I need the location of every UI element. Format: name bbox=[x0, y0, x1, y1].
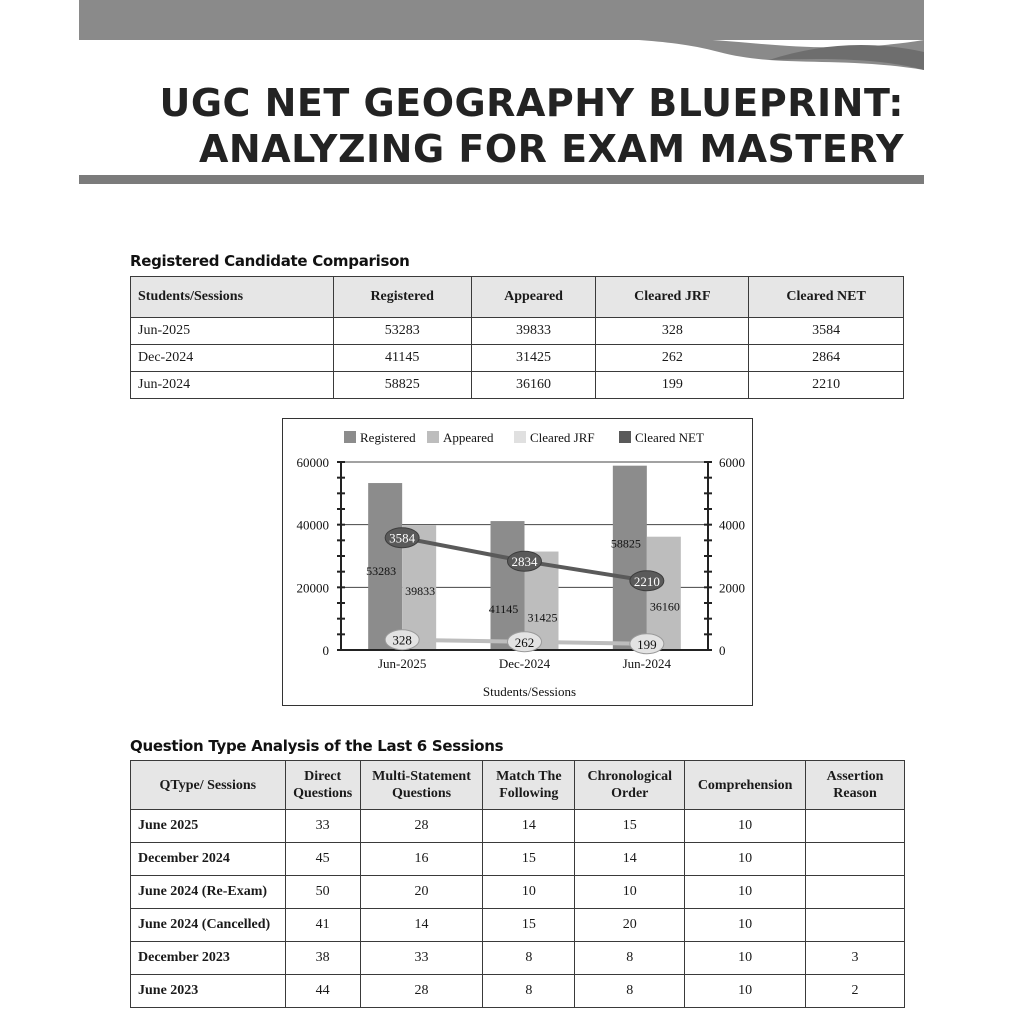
legend-label: Cleared NET bbox=[635, 430, 704, 445]
table-cell: Jun-2025 bbox=[131, 318, 334, 345]
candidate-chart bbox=[282, 418, 753, 706]
x-tick-label: Jun-2024 bbox=[622, 656, 672, 671]
column-header: Appeared bbox=[471, 277, 596, 318]
column-header: Match The Following bbox=[483, 761, 575, 810]
y-tick-label: 20000 bbox=[296, 580, 329, 596]
column-header: Chronological Order bbox=[575, 761, 685, 810]
candidate-chart-svg bbox=[283, 419, 752, 705]
table-cell: 53283 bbox=[333, 318, 471, 345]
qtype-table bbox=[130, 760, 905, 1008]
y-tick-label: 40000 bbox=[296, 517, 329, 533]
bar bbox=[610, 466, 647, 650]
bar bbox=[488, 521, 525, 650]
table-cell: 8 bbox=[575, 975, 685, 1008]
bar-value-label: 41145 bbox=[488, 602, 519, 617]
line-value-label: 2834 bbox=[511, 554, 538, 570]
column-header: Registered bbox=[333, 277, 471, 318]
table-cell: 199 bbox=[596, 372, 749, 399]
legend-label: Cleared JRF bbox=[530, 430, 595, 445]
bar-value-label: 53283 bbox=[366, 564, 397, 579]
line-value-label: 328 bbox=[392, 632, 412, 648]
bar-value-label: 36160 bbox=[649, 599, 680, 614]
title-rule bbox=[79, 175, 924, 184]
x-axis-label: Students/Sessions bbox=[482, 684, 577, 699]
table-cell: 8 bbox=[575, 942, 685, 975]
table-cell: 50 bbox=[285, 876, 360, 909]
table-row bbox=[131, 345, 904, 372]
table-cell: 328 bbox=[596, 318, 749, 345]
y2-tick-label: 6000 bbox=[719, 455, 745, 470]
table-cell: 8 bbox=[483, 975, 575, 1008]
registered-heading: Registered Candidate Comparison bbox=[130, 252, 410, 270]
table-cell: June 2023 bbox=[131, 975, 286, 1008]
bar bbox=[647, 537, 681, 650]
table-cell: 3 bbox=[806, 942, 905, 975]
table-cell: 33 bbox=[285, 810, 360, 843]
legend-swatch bbox=[427, 431, 439, 443]
line-value-label: 262 bbox=[514, 634, 535, 650]
table-cell: 10 bbox=[685, 843, 806, 876]
table-cell: December 2024 bbox=[131, 843, 286, 876]
table-cell: 14 bbox=[483, 810, 575, 843]
qtype-heading: Question Type Analysis of the Last 6 Sessions bbox=[130, 737, 504, 755]
table-cell: June 2024 (Re-Exam) bbox=[131, 876, 286, 909]
header-banner bbox=[79, 0, 924, 70]
table-cell: 58825 bbox=[333, 372, 471, 399]
page-title bbox=[159, 80, 904, 172]
y2-tick-label: 2000 bbox=[719, 580, 745, 596]
table-cell: 41145 bbox=[333, 345, 471, 372]
column-header: Assertion Reason bbox=[806, 761, 905, 810]
table-cell: 10 bbox=[575, 876, 685, 909]
table-cell: 20 bbox=[360, 876, 483, 909]
table-cell: 2864 bbox=[749, 345, 904, 372]
legend-swatch bbox=[514, 431, 526, 443]
y2-tick-label: 0 bbox=[719, 643, 726, 658]
x-tick-label: Dec-2024 bbox=[498, 656, 551, 671]
table-cell: 39833 bbox=[471, 318, 596, 345]
table-row bbox=[131, 843, 905, 876]
table-row bbox=[131, 318, 904, 345]
table-cell: 10 bbox=[685, 909, 806, 942]
table-cell: 10 bbox=[483, 876, 575, 909]
table-cell bbox=[806, 909, 905, 942]
bar-value-label: 58825 bbox=[610, 536, 641, 551]
table-cell: 10 bbox=[685, 942, 806, 975]
table-cell: 45 bbox=[285, 843, 360, 876]
table-cell: 10 bbox=[685, 975, 806, 1008]
column-header: Students/Sessions bbox=[131, 277, 334, 318]
column-header: Cleared JRF bbox=[596, 277, 749, 318]
table-cell: Jun-2024 bbox=[131, 372, 334, 399]
table-cell: 28 bbox=[360, 975, 483, 1008]
table-header-row bbox=[131, 761, 905, 810]
table-cell: June 2024 (Cancelled) bbox=[131, 909, 286, 942]
column-header: QType/ Sessions bbox=[131, 761, 286, 810]
table-cell: 41 bbox=[285, 909, 360, 942]
table-cell: June 2025 bbox=[131, 810, 286, 843]
table-cell bbox=[806, 876, 905, 909]
table-cell: 262 bbox=[596, 345, 749, 372]
column-header: Comprehension bbox=[685, 761, 806, 810]
table-cell: 20 bbox=[575, 909, 685, 942]
table-header-row bbox=[131, 277, 904, 318]
table-row bbox=[131, 372, 904, 399]
table-cell: 36160 bbox=[471, 372, 596, 399]
legend-label: Appeared bbox=[443, 430, 494, 445]
legend-label: Registered bbox=[360, 430, 416, 445]
table-cell: 33 bbox=[360, 942, 483, 975]
table-row bbox=[131, 810, 905, 843]
table-cell: 15 bbox=[483, 843, 575, 876]
table-cell: 14 bbox=[575, 843, 685, 876]
y2-tick-label: 4000 bbox=[719, 517, 745, 533]
column-header: Multi-Statement Questions bbox=[360, 761, 483, 810]
table-cell: 28 bbox=[360, 810, 483, 843]
legend-swatch bbox=[344, 431, 356, 443]
table-cell bbox=[806, 843, 905, 876]
table-cell bbox=[806, 810, 905, 843]
table-cell: 8 bbox=[483, 942, 575, 975]
table-cell: 3584 bbox=[749, 318, 904, 345]
table-row bbox=[131, 942, 905, 975]
table-cell: 15 bbox=[575, 810, 685, 843]
table-cell: 2210 bbox=[749, 372, 904, 399]
legend-swatch bbox=[619, 431, 631, 443]
table-cell: 10 bbox=[685, 876, 806, 909]
column-header: Cleared NET bbox=[749, 277, 904, 318]
table-cell: December 2023 bbox=[131, 942, 286, 975]
line-value-label: 2210 bbox=[633, 573, 660, 589]
table-cell: 31425 bbox=[471, 345, 596, 372]
column-header: Direct Questions bbox=[285, 761, 360, 810]
page-title-line2: ANALYZING FOR EXAM MASTERY bbox=[199, 127, 904, 171]
table-cell: 2 bbox=[806, 975, 905, 1008]
table-row bbox=[131, 876, 905, 909]
page-title-line1: UGC NET GEOGRAPHY BLUEPRINT: bbox=[159, 81, 904, 125]
registered-table bbox=[130, 276, 904, 399]
table-cell: 16 bbox=[360, 843, 483, 876]
y-tick-label: 60000 bbox=[296, 455, 329, 470]
table-cell: 10 bbox=[685, 810, 806, 843]
bar-value-label: 39833 bbox=[405, 584, 436, 599]
table-cell: Dec-2024 bbox=[131, 345, 334, 372]
table-cell: 14 bbox=[360, 909, 483, 942]
table-row bbox=[131, 975, 905, 1008]
y-tick-label: 0 bbox=[322, 643, 329, 658]
line-value-label: 199 bbox=[637, 636, 657, 652]
table-cell: 15 bbox=[483, 909, 575, 942]
x-tick-label: Jun-2025 bbox=[377, 656, 427, 671]
table-cell: 38 bbox=[285, 942, 360, 975]
bar-value-label: 31425 bbox=[527, 610, 558, 625]
table-cell: 44 bbox=[285, 975, 360, 1008]
table-row bbox=[131, 909, 905, 942]
line-value-label: 3584 bbox=[389, 530, 416, 546]
